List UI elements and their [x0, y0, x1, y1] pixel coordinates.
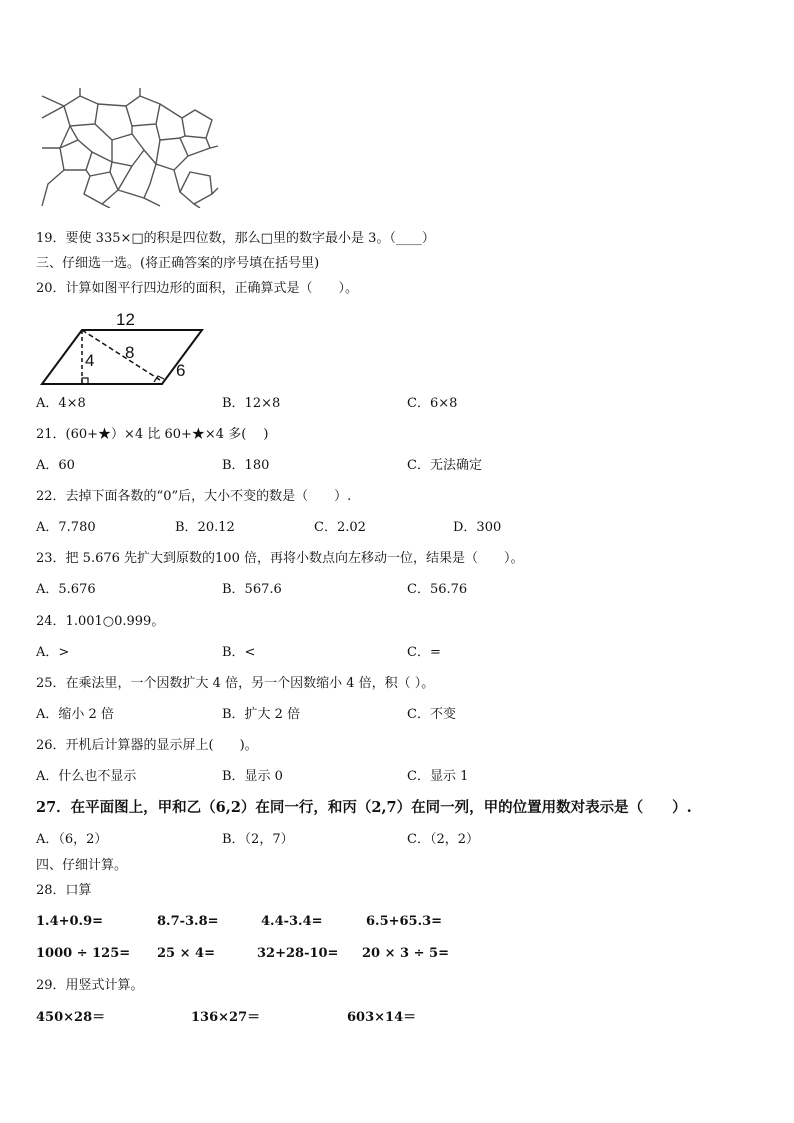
q29-item2: 136×27＝ — [191, 1010, 261, 1025]
q20-option-b: B．12×8 — [222, 396, 281, 411]
q26-option-a: A．什么也不显示 — [36, 769, 137, 784]
fig-label-top: 12 — [116, 310, 135, 329]
section-3-heading: 三、仔细选一选。(将正确答案的序号填在括号里) — [36, 256, 320, 271]
question-26-stem: 26．开机后计算器的显示屏上( )。 — [36, 738, 258, 753]
q23-option-c: C．56.76 — [407, 582, 468, 597]
q20-option-c: C．6×8 — [407, 396, 458, 411]
question-21-stem: 21．(60+★）×4 比 60+★×4 多( ) — [36, 427, 269, 442]
q27-option-b: B．（2，7） — [222, 832, 294, 847]
q25-option-b: B．扩大 2 倍 — [222, 707, 301, 722]
question-29-stem: 29．用竖式计算。 — [36, 978, 144, 993]
question-24-stem: 24．1.001○0.999。 — [36, 614, 165, 629]
q24-option-b: B．< — [222, 645, 256, 660]
q28-row2-item4: 20 × 3 ÷ 5= — [362, 946, 449, 961]
q23-option-b: B．567.6 — [222, 582, 282, 597]
q28-row1-item3: 4.4-3.4= — [261, 914, 323, 929]
q20-option-a: A．4×8 — [36, 396, 86, 411]
q28-row1-item1: 1.4+0.9= — [36, 914, 104, 929]
tiling-figure — [40, 88, 220, 208]
q22-option-b: B．20.12 — [175, 520, 235, 535]
q28-row1-item2: 8.7-3.8= — [157, 914, 219, 929]
q21-option-a: A．60 — [36, 458, 75, 473]
q22-option-a: A．7.780 — [36, 520, 96, 535]
q29-item3: 603×14＝ — [347, 1010, 417, 1025]
question-23-stem: 23．把 5.676 先扩大到原数的100 倍，再将小数点向左移动一位，结果是（ ）。 — [36, 551, 524, 566]
fig-label-side: 6 — [176, 361, 186, 380]
q24-option-c: C．= — [407, 645, 441, 660]
q24-option-a: A．> — [36, 645, 70, 660]
q27-option-a: A．（6，2） — [36, 832, 108, 847]
question-27-stem: 27．在平面图上，甲和乙（6,2）在同一行，和丙（2,7）在同一列，甲的位置用数对表示是（ ）. — [36, 799, 692, 816]
q25-option-a: A．缩小 2 倍 — [36, 707, 114, 722]
parallelogram-figure — [36, 308, 236, 388]
q27-option-c: C．（2，2） — [407, 832, 479, 847]
q21-option-c: C．无法确定 — [407, 458, 482, 473]
question-22-stem: 22．去掉下面各数的“0”后，大小不变的数是（ ）. — [36, 489, 352, 504]
q28-row2-item1: 1000 ÷ 125= — [36, 946, 131, 961]
question-20-stem: 20．计算如图平行四边形的面积，正确算式是（ ）。 — [36, 281, 359, 296]
q23-option-a: A．5.676 — [36, 582, 96, 597]
q26-option-c: C．显示 1 — [407, 769, 469, 784]
q26-option-b: B．显示 0 — [222, 769, 283, 784]
section-4-heading: 四、仔细计算。 — [36, 858, 128, 873]
question-25-stem: 25．在乘法里，一个因数扩大 4 倍，另一个因数缩小 4 倍，积（ ）。 — [36, 676, 435, 691]
fig-label-diagonal: 8 — [125, 343, 135, 362]
q22-option-c: C．2.02 — [314, 520, 366, 535]
question-28-stem: 28．口算 — [36, 883, 92, 898]
q25-option-c: C．不变 — [407, 707, 456, 722]
question-19: 19．要使 335×□的积是四位数，那么□里的数字最小是 3。（____） — [36, 231, 435, 246]
q28-row1-item4: 6.5+65.3= — [366, 914, 443, 929]
q21-option-b: B．180 — [222, 458, 270, 473]
fig-label-height: 4 — [85, 351, 95, 370]
q28-row2-item3: 32+28-10= — [257, 946, 339, 961]
q22-option-d: D．300 — [453, 520, 502, 535]
q28-row2-item2: 25 × 4= — [157, 946, 215, 961]
q29-item1: 450×28＝ — [36, 1010, 106, 1025]
